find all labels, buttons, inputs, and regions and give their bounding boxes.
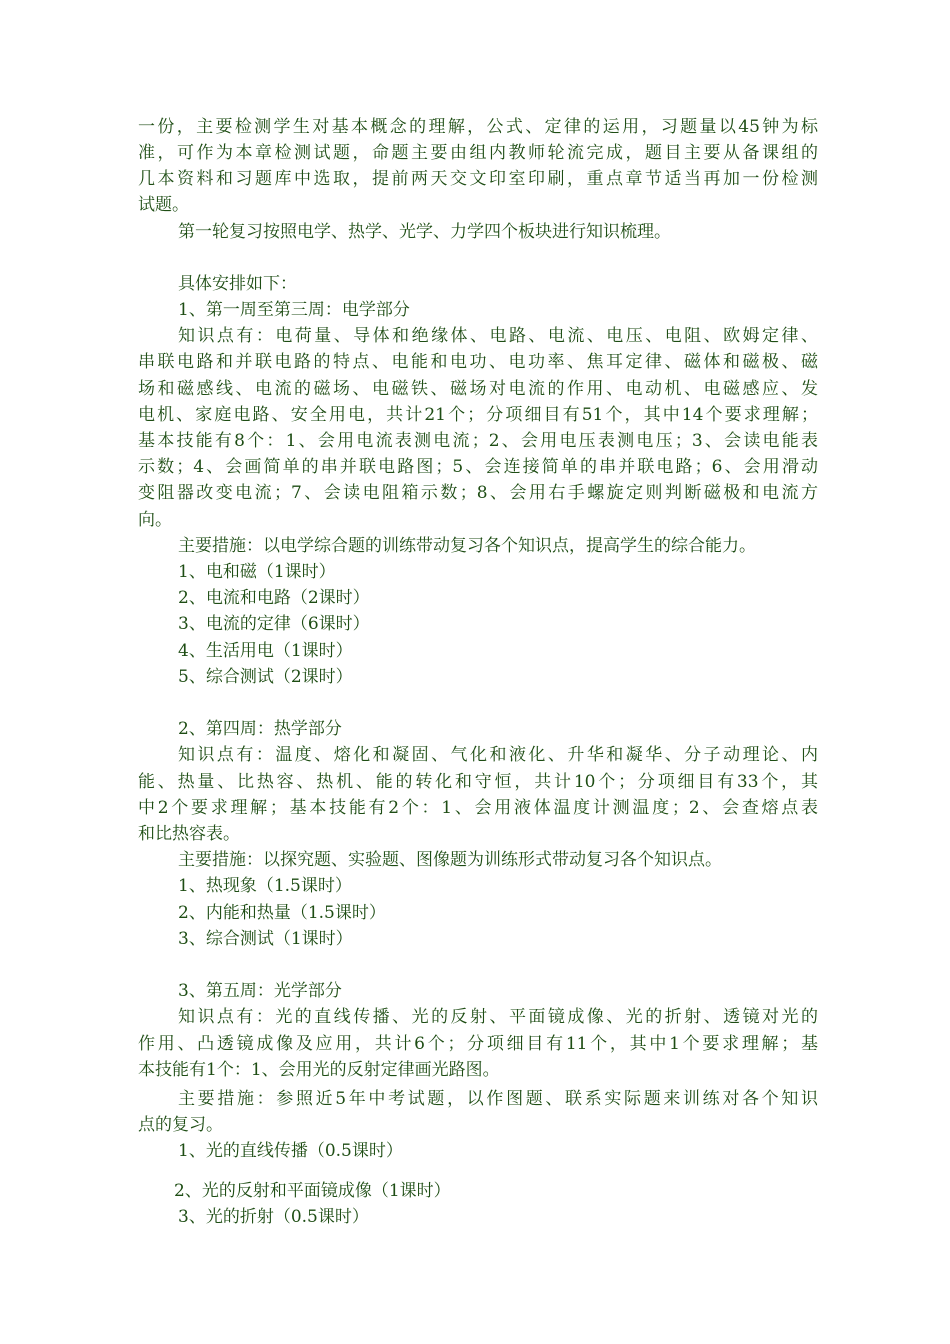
text-line: 知识点有：温度、熔化和凝固、气化和液化、升华和凝华、分子动理论、内	[178, 745, 818, 765]
text-line: 主要措施：以电学综合题的训练带动复习各个知识点，提高学生的综合能力。	[178, 536, 756, 556]
list-item: 2、电流和电路（2课时）	[178, 588, 370, 608]
section-heading: 2、第四周：热学部分	[178, 719, 342, 739]
text-line: 电机、家庭电路、安全用电，共计21个；分项细目有51个，其中14个要求理解；	[138, 405, 818, 425]
list-item: 3、综合测试（1课时）	[178, 929, 353, 949]
list-item: 2、光的反射和平面镜成像（1课时）	[174, 1181, 451, 1201]
text-line: 知识点有：电荷量、导体和绝缘体、电路、电流、电压、电阻、欧姆定律、	[178, 326, 818, 346]
text-line: 点的复习。	[138, 1115, 223, 1135]
text-line: 主要措施：以探究题、实验题、图像题为训练形式带动复习各个知识点。	[178, 850, 722, 870]
text-line: 几本资料和习题库中选取，提前两天交文印室印刷，重点章节适当再加一份检测	[138, 169, 818, 189]
text-line: 和比热容表。	[138, 824, 240, 844]
text-line: 示数；4、会画简单的串并联电路图；5、会连接简单的串并联电路；6、会用滑动	[138, 457, 818, 477]
text-line: 串联电路和并联电路的特点、电能和电功、电功率、焦耳定律、磁体和磁极、磁	[138, 352, 818, 372]
list-item: 3、光的折射（0.5课时）	[178, 1207, 369, 1227]
text-line: 试题。	[138, 195, 189, 215]
text-line: 中2个要求理解；基本技能有2个：1、会用液体温度计测温度；2、会查熔点表	[138, 798, 818, 818]
text-line: 能、热量、比热容、热机、能的转化和守恒，共计10个；分项细目有33个，其	[138, 772, 818, 792]
text-line: 向。	[138, 510, 172, 530]
text-line: 基本技能有8个：1、会用电流表测电流；2、会用电压表测电压；3、会读电能表	[138, 431, 818, 451]
text-line: 本技能有1个：1、会用光的反射定律画光路图。	[138, 1060, 500, 1080]
text-line: 具体安排如下：	[178, 274, 297, 294]
text-line: 主要措施：参照近5年中考试题，以作图题、联系实际题来训练对各个知识	[178, 1089, 818, 1109]
section-heading: 3、第五周：光学部分	[178, 981, 342, 1001]
list-item: 1、热现象（1.5课时）	[178, 876, 352, 896]
list-item: 3、电流的定律（6课时）	[178, 614, 370, 634]
text-line: 一份，主要检测学生对基本概念的理解，公式、定律的运用，习题量以45钟为标	[138, 117, 818, 137]
text-line: 第一轮复习按照电学、热学、光学、力学四个板块进行知识梳理。	[178, 222, 671, 242]
text-line: 准，可作为本章检测试题，命题主要由组内教师轮流完成，题目主要从备课组的	[138, 143, 818, 163]
list-item: 1、光的直线传播（0.5课时）	[178, 1141, 403, 1161]
list-item: 5、综合测试（2课时）	[178, 667, 353, 687]
section-heading: 1、第一周至第三周：电学部分	[178, 300, 410, 320]
list-item: 1、电和磁（1课时）	[178, 562, 336, 582]
list-item: 2、内能和热量（1.5课时）	[178, 903, 386, 923]
text-line: 作用、凸透镜成像及应用，共计6个；分项细目有11个，其中1个要求理解；基	[138, 1034, 818, 1054]
text-line: 变阻器改变电流；7、会读电阻箱示数；8、会用右手螺旋定则判断磁极和电流方	[138, 483, 818, 503]
text-line: 知识点有：光的直线传播、光的反射、平面镜成像、光的折射、透镜对光的	[178, 1007, 818, 1027]
text-line: 场和磁感线、电流的磁场、电磁铁、磁场对电流的作用、电动机、电磁感应、发	[138, 379, 818, 399]
list-item: 4、生活用电（1课时）	[178, 641, 353, 661]
